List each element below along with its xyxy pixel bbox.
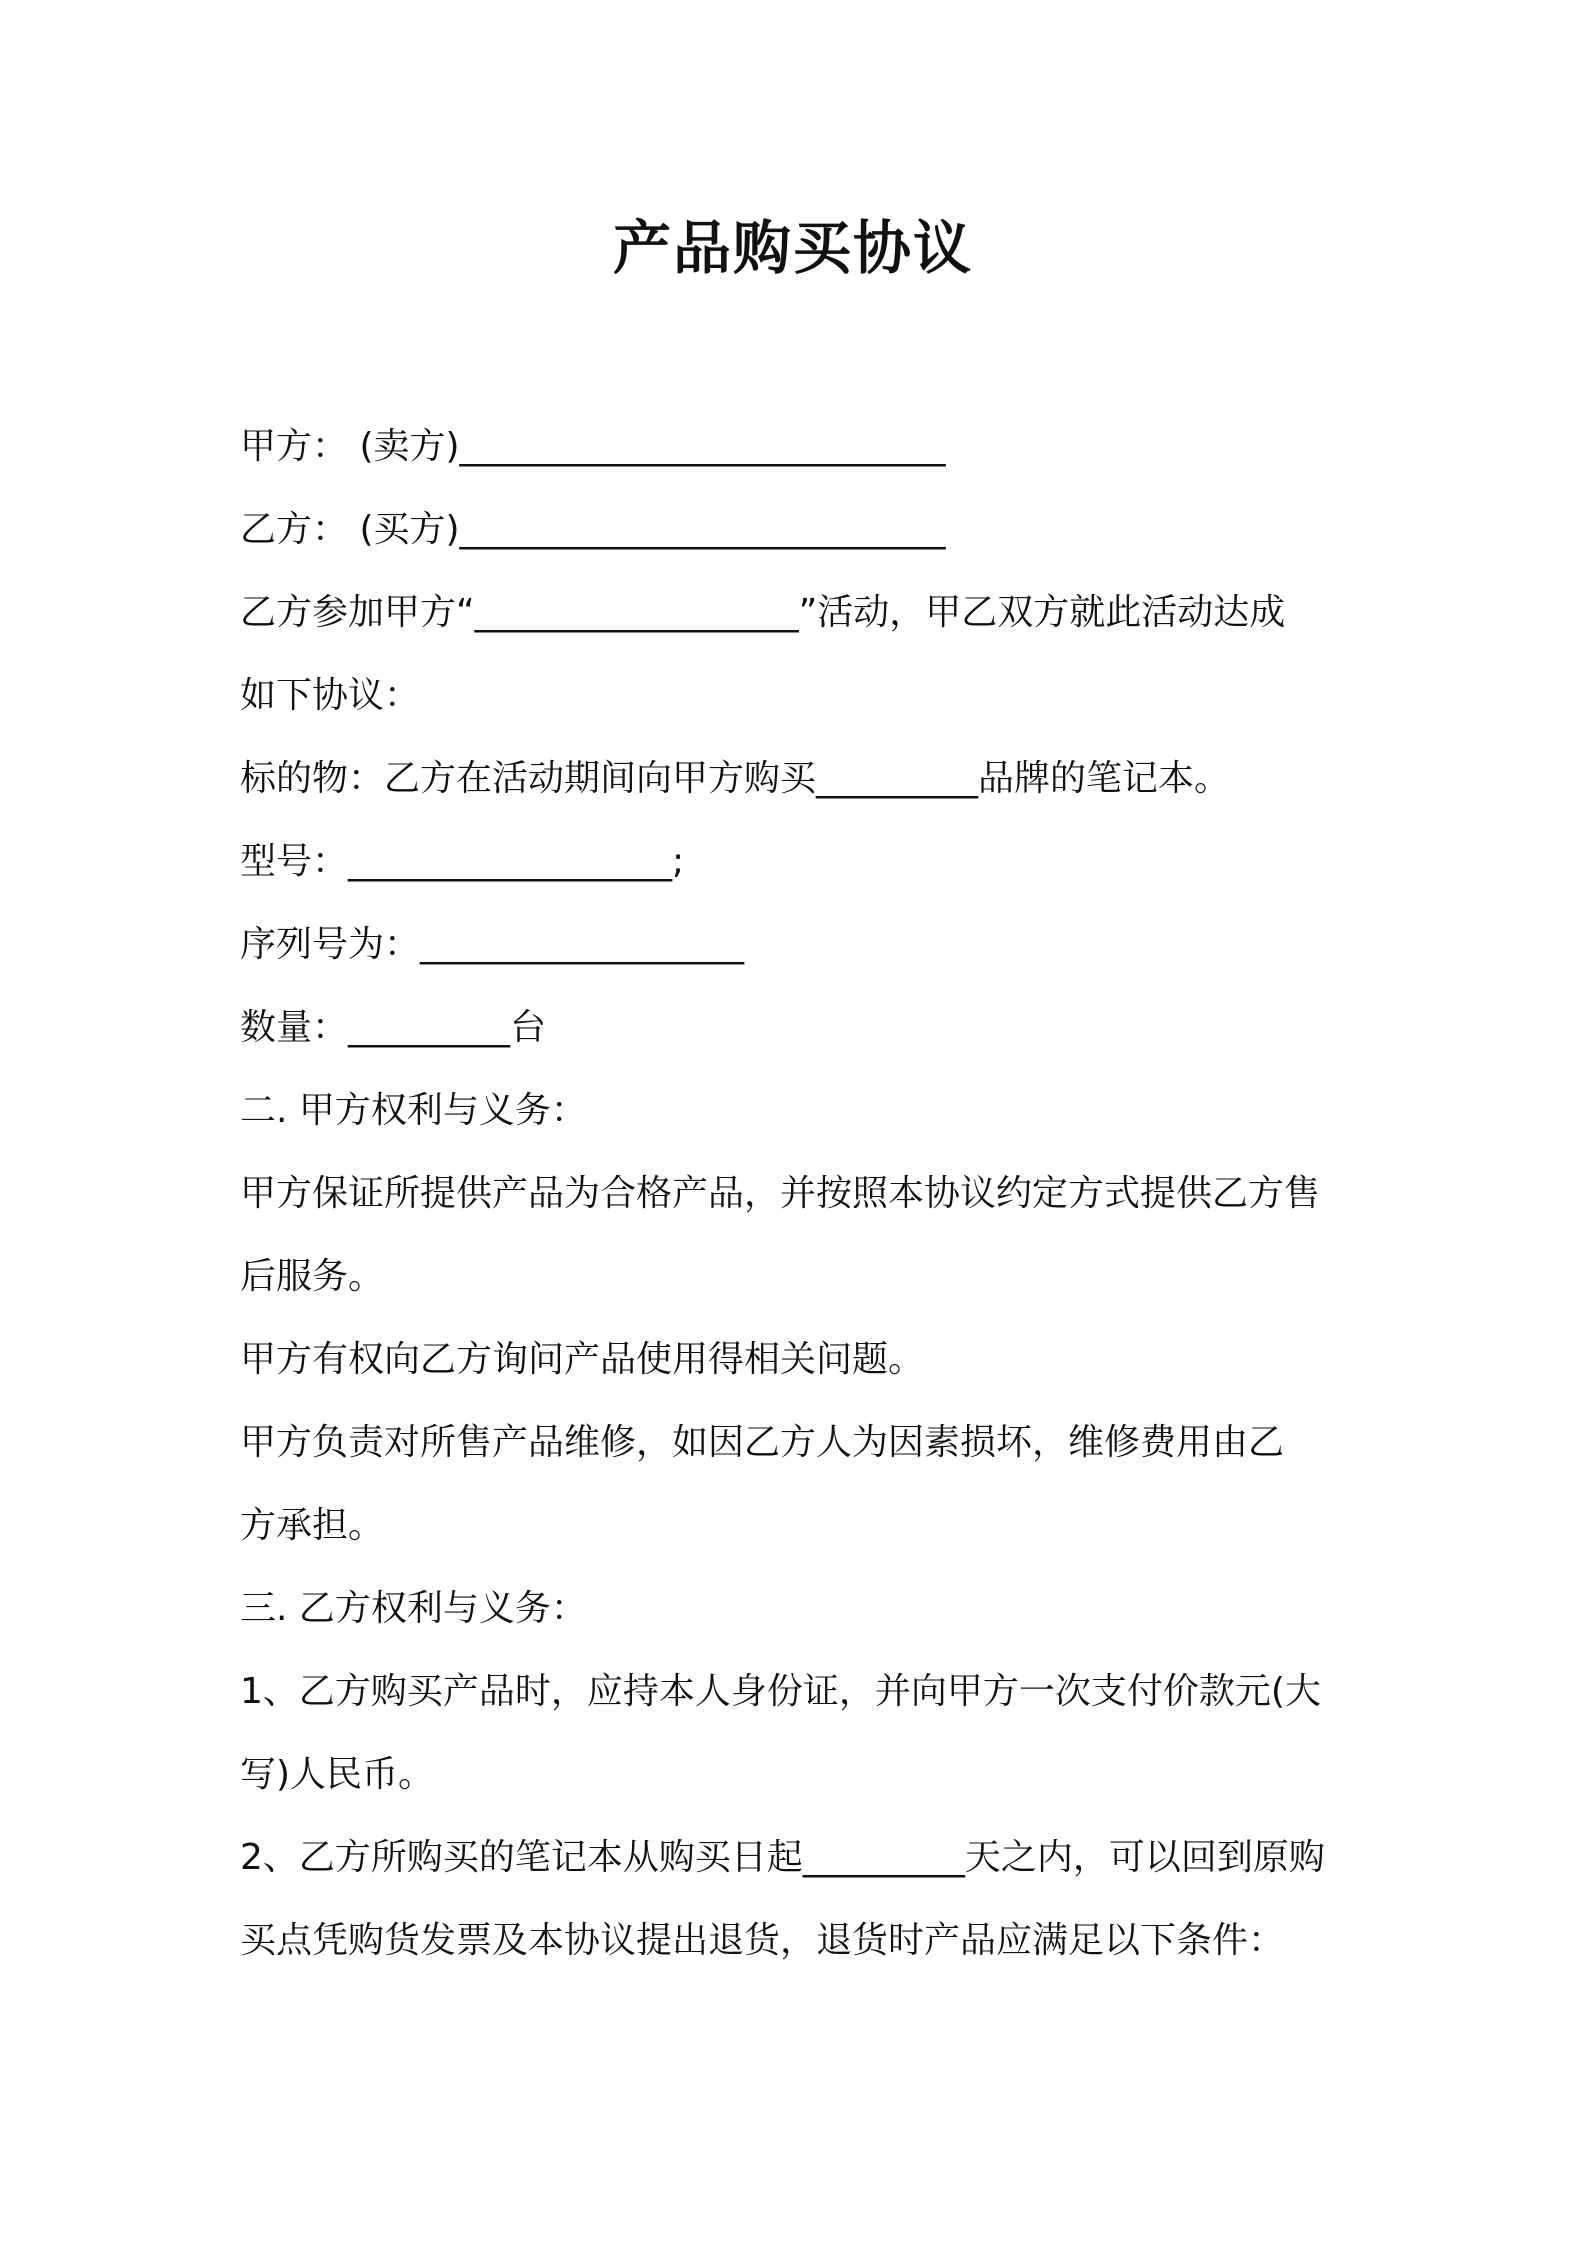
document-body bbox=[240, 405, 1360, 1982]
document-title: 产品购买协议 bbox=[612, 214, 973, 282]
clause-line-cont: 方承担。 bbox=[240, 1505, 385, 1546]
clause-line: 甲方有权向乙方询问产品使用得相关问题。 bbox=[240, 1339, 925, 1380]
clause-line: 1、乙方购买产品时，应持本人身份证，并向甲方一次支付价款元(大 bbox=[240, 1671, 1321, 1712]
clause-line: 甲方保证所提供产品为合格产品，并按照本协议约定方式提供乙方售 bbox=[240, 1173, 1321, 1214]
model-line: 型号：__________________; bbox=[240, 841, 685, 882]
serial-line: 序列号为：__________________ bbox=[240, 924, 745, 965]
intro-line: 乙方参加甲方“__________________”活动，甲乙双方就此活动达成 bbox=[240, 592, 1286, 633]
clause-line: 2、乙方所购买的笔记本从购买日起_________天之内，可以回到原购 bbox=[240, 1837, 1325, 1878]
section-heading-party-a: 二. 甲方权利与义务： bbox=[240, 1090, 587, 1131]
clause-line-cont: 买点凭购货发票及本协议提出退货，退货时产品应满足以下条件： bbox=[240, 1920, 1285, 1961]
quantity-line: 数量：_________台 bbox=[240, 1007, 547, 1048]
party-a-line: 甲方： (卖方)___________________________ bbox=[240, 426, 946, 467]
intro-line-cont: 如下协议： bbox=[240, 675, 421, 716]
clause-line-cont: 后服务。 bbox=[240, 1256, 385, 1297]
subject-line: 标的物：乙方在活动期间向甲方购买_________品牌的笔记本。 bbox=[240, 758, 1231, 799]
clause-line-cont: 写)人民币。 bbox=[240, 1754, 435, 1795]
clause-line: 甲方负责对所售产品维修，如因乙方人为因素损坏，维修费用由乙 bbox=[240, 1422, 1285, 1463]
section-heading-party-b: 三. 乙方权利与义务： bbox=[240, 1588, 587, 1629]
party-b-line: 乙方： (买方)___________________________ bbox=[240, 509, 946, 550]
